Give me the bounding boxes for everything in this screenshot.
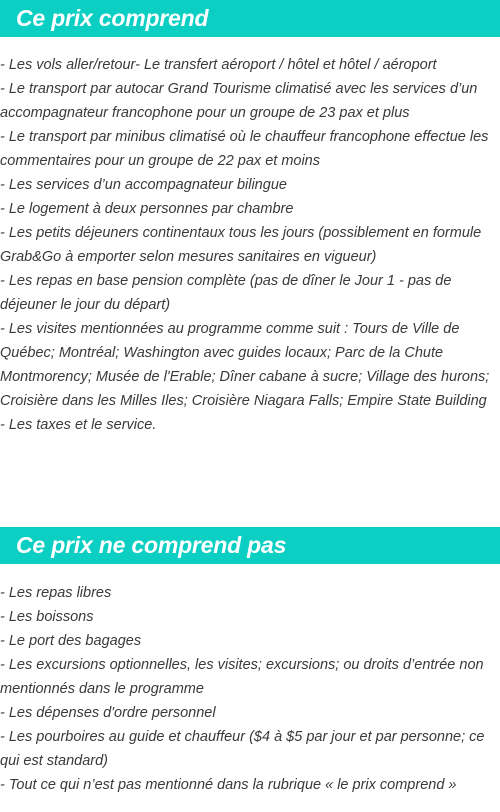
included-list-item: - Les services d’un accompagnateur bilingue bbox=[0, 177, 287, 193]
excluded-list-item: - Les repas libres bbox=[0, 585, 112, 601]
excluded-list-item: - Tout ce qui n’est pas mentionné dans la rubrique « le prix comprend » bbox=[0, 777, 457, 793]
excluded-list-item: - Le port des bagages bbox=[0, 633, 142, 649]
included-list bbox=[0, 53, 500, 437]
excluded-list-item: - Les dépenses d'ordre personnel bbox=[0, 705, 216, 721]
excluded-list bbox=[0, 581, 500, 797]
included-list-item: - Le transport par autocar Grand Tourisme climatisé avec les services d’un accompagnateur francophone pour un groupe de 23 pax et plus bbox=[0, 81, 478, 121]
included-list-item: - Le logement à deux personnes par chambre bbox=[0, 201, 294, 217]
excluded-list-item: - Les pourboires au guide et chauffeur ($4 à $5 par jour et par personne; ce qui est standard) bbox=[0, 729, 485, 769]
included-title: Ce prix comprend bbox=[16, 5, 209, 31]
excluded-list-item: - Les excursions optionnelles, les visites; excursions; ou droits d’entrée non mentionnés dans le programme bbox=[0, 657, 484, 697]
included-list-item: - Les repas en base pension complète (pas de dîner le Jour 1 - pas de déjeuner le jour du départ) bbox=[0, 273, 452, 313]
included-list-item: - Les petits déjeuners continentaux tous les jours (possiblement en formule Grab&Go à emporter selon mesures sanitaires en vigueur) bbox=[0, 225, 482, 265]
included-list-item: - Les vols aller/retour- Le transfert aéroport / hôtel et hôtel / aéroport bbox=[0, 57, 437, 73]
included-header bbox=[0, 0, 500, 37]
included-list-item: - Les taxes et le service. bbox=[0, 417, 157, 433]
excluded-title: Ce prix ne comprend pas bbox=[16, 532, 287, 558]
included-list-item: - Les visites mentionnées au programme comme suit : Tours de Ville de Québec; Montréal; Washington avec guides locaux; Parc de la Chute Montmorency; Musée de l'Erable; Dîner cabane à sucre; Village des hurons; Croisière dans les Milles Iles; Croisière Niagara Falls; Empire State Building bbox=[0, 321, 490, 409]
excluded-list-item: - Les boissons bbox=[0, 609, 94, 625]
excluded-header bbox=[0, 527, 500, 564]
excluded-section bbox=[0, 527, 500, 797]
included-list-item: - Le transport par minibus climatisé où le chauffeur francophone effectue les commentaires pour un groupe de 22 pax et moins bbox=[0, 129, 489, 169]
